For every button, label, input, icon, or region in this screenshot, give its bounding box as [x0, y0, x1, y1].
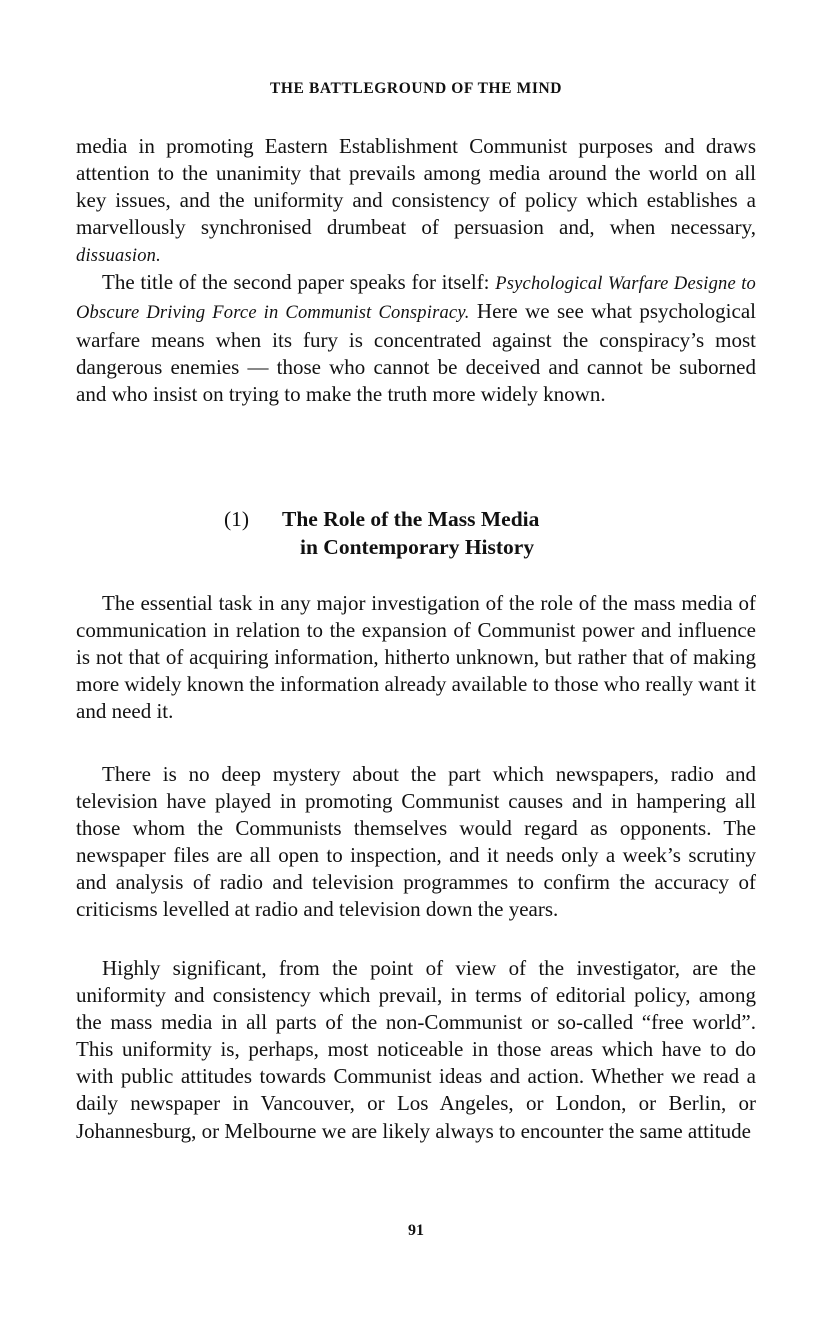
paragraph-rest: Here we see what psychological warfare means when its fury is concentrated against the conspiracy’s most dangerous enemies — those who cannot be deceived and cannot be suborned and who insist on trying to make the truth more widely known.: [76, 299, 756, 407]
paragraph-no-deep-mystery: There is no deep mystery about the part which newspapers, radio and television have played in promoting Communist causes and in hampering all those whom the Communists themselves would regard as opponents. The newspaper files are all open to inspection, and it needs only a week’s scrutiny and analysis of radio and television programmes to confirm the accuracy of criticisms levelled at radio and television down the years.: [76, 762, 756, 922]
page-number: 91: [408, 1222, 424, 1239]
section-number: (1): [224, 507, 250, 531]
paragraph-essential-task: The essential task in any major investigation of the role of the mass media of communication in relation to the expansion of Communist power and influence is not that of acquiring information, hitherto unknown, but rather that of making more widely known the information already available to those who really want it and need it.: [76, 591, 756, 724]
paragraph-lead: The title of the second paper speaks for itself:: [102, 270, 496, 294]
section-title-line-1: The Role of the Mass Media: [282, 507, 540, 531]
paragraph-second-paper: [76, 269, 756, 408]
running-head: THE BATTLEGROUND OF THE MIND: [269, 80, 563, 97]
italic-word: dissuasion.: [76, 246, 161, 267]
paragraph-continuation: [76, 133, 756, 270]
paper-title: Psychological Warfare Designe to Obscure Driving Force in Communist Conspiracy.: [76, 274, 757, 324]
paragraph-highly-significant: Highly significant, from the point of view of the investigator, are the uniformity and consistency which prevail, in terms of editorial policy, among the mass media in all parts of the non-Communist or so-called “free world”. This uniformity is, perhaps, most noticeable in those areas which have to do with public attitudes towards Communist ideas and action. Whether we read a daily newspaper in Vancouver, or Los Angeles, or London, or Berlin, or Johannesburg, or Melbourne we are likely always to encounter the same attitude: [76, 956, 756, 1143]
paragraph-text: media in promoting Eastern Establishment Communist purposes and draws attention to the unanimity that prevails among media around the world on all key issues, and the uniformity and consistency of policy which establishes a marvellously synchronised drumbeat of persuasion and, when necessary,: [76, 134, 756, 240]
section-title-line-2: in Contemporary History: [300, 535, 535, 559]
book-page: [76, 0, 756, 1319]
